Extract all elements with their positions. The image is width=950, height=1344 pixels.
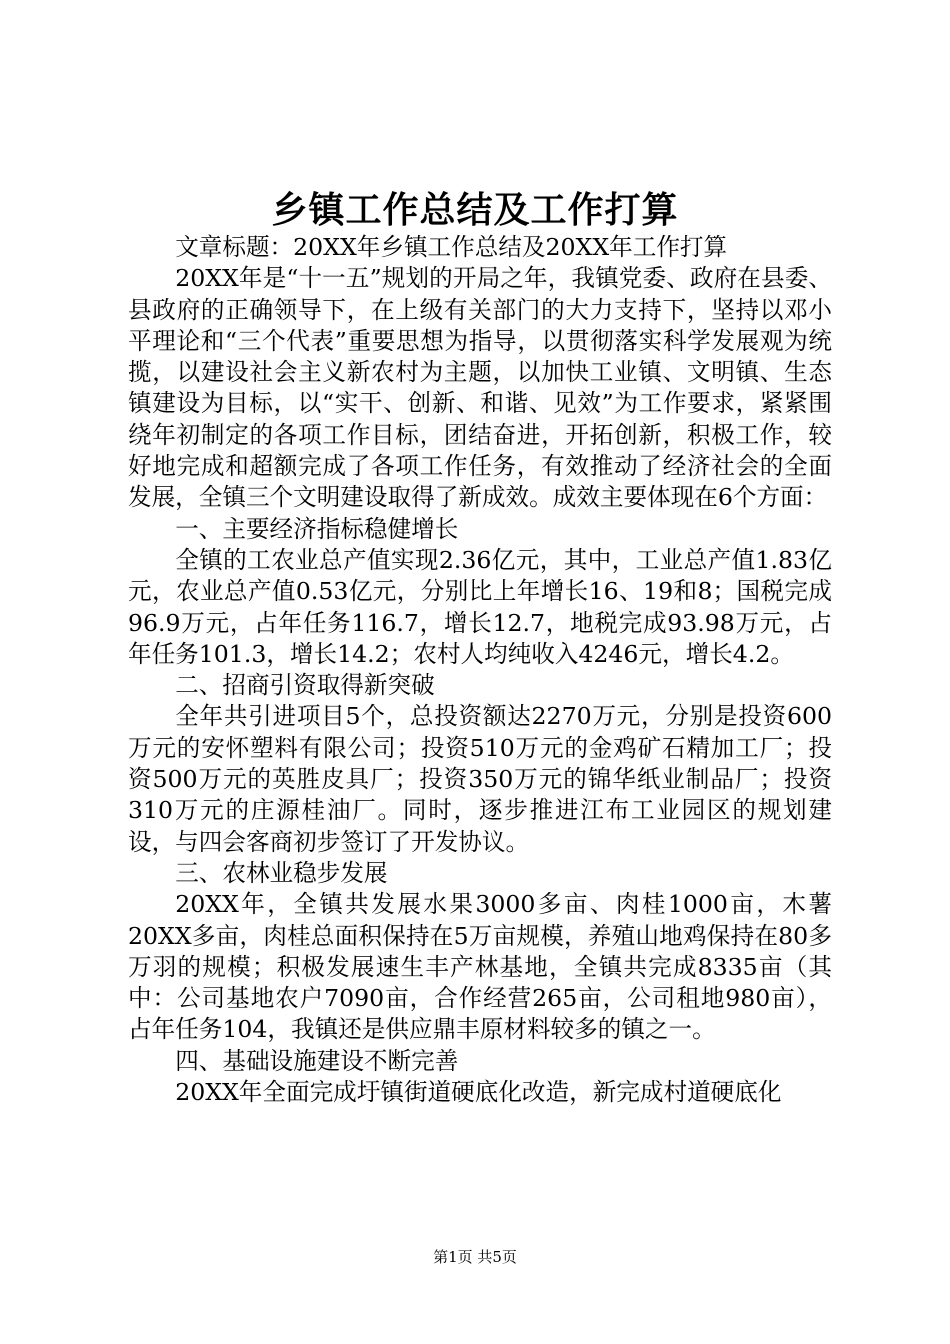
document-body: [128, 232, 832, 1108]
page-number-footer: 第1页 共5页: [433, 1248, 517, 1266]
section-paragraph-2: 全年共引进项目5个，总投资额达2270万元，分别是投资600万元的安怀塑料有限公司；投资510万元的金鸡矿石精加工厂；投资500万元的英胜皮具厂；投资350万元的锦华纸业制品厂；投资310万元的庄源桂油厂。同时，逐步推进江布工业园区的规划建设，与四会客商初步签订了开发协议。: [128, 702, 832, 856]
section-paragraph-3: 20XX年，全镇共发展水果3000多亩、肉桂1000亩，木薯20XX多亩，肉桂总面积保持在5万亩规模，养殖山地鸡保持在80多万羽的规模；积极发展速生丰产林基地，全镇共完成8335亩（其中：公司基地农户7090亩，合作经营265亩，公司租地980亩），占年任务104，我镇还是供应鼎丰原材料较多的镇之一。: [128, 890, 832, 1044]
section-heading-2: 二、招商引资取得新突破: [175, 671, 435, 700]
article-title-line: 文章标题：20XX年乡镇工作总结及20XX年工作打算: [175, 233, 728, 261]
section-heading-3: 三、农林业稳步发展: [175, 858, 388, 887]
section-heading-4: 四、基础设施建设不断完善: [175, 1046, 459, 1075]
intro-paragraph: 20XX年是“十一五”规划的开局之年，我镇党委、政府在县委、县政府的正确领导下，在上级有关部门的大力支持下，坚持以邓小平理论和“三个代表”重要思想为指导，以贯彻落实科学发展观为统揽，以建设社会主义新农村为主题，以加快工业镇、文明镇、生态镇建设为目标，以“实干、创新、和谐、见效”为工作要求，紧紧围绕年初制定的各项工作目标，团结奋进，开拓创新，积极工作，较好地完成和超额完成了各项工作任务，有效推动了经济社会的全面发展，全镇三个文明建设取得了新成效。成效主要体现在6个方面：: [128, 264, 832, 512]
section-paragraph-4: 20XX年全面完成圩镇街道硬底化改造，新完成村道硬底化: [175, 1078, 782, 1107]
document-title: 乡镇工作总结及工作打算: [271, 189, 679, 231]
section-heading-1: 一、主要经济指标稳健增长: [175, 514, 459, 543]
section-paragraph-1: 全镇的工农业总产值实现2.36亿元，其中，工业总产值1.83亿元，农业总产值0.53亿元，分别比上年增长16、19和8；国税完成96.9万元，占年任务116.7，增长12.7，地税完成93.98万元，占年任务101.3，增长14.2；农村人均纯收入4246元，增长4.2。: [128, 545, 832, 668]
